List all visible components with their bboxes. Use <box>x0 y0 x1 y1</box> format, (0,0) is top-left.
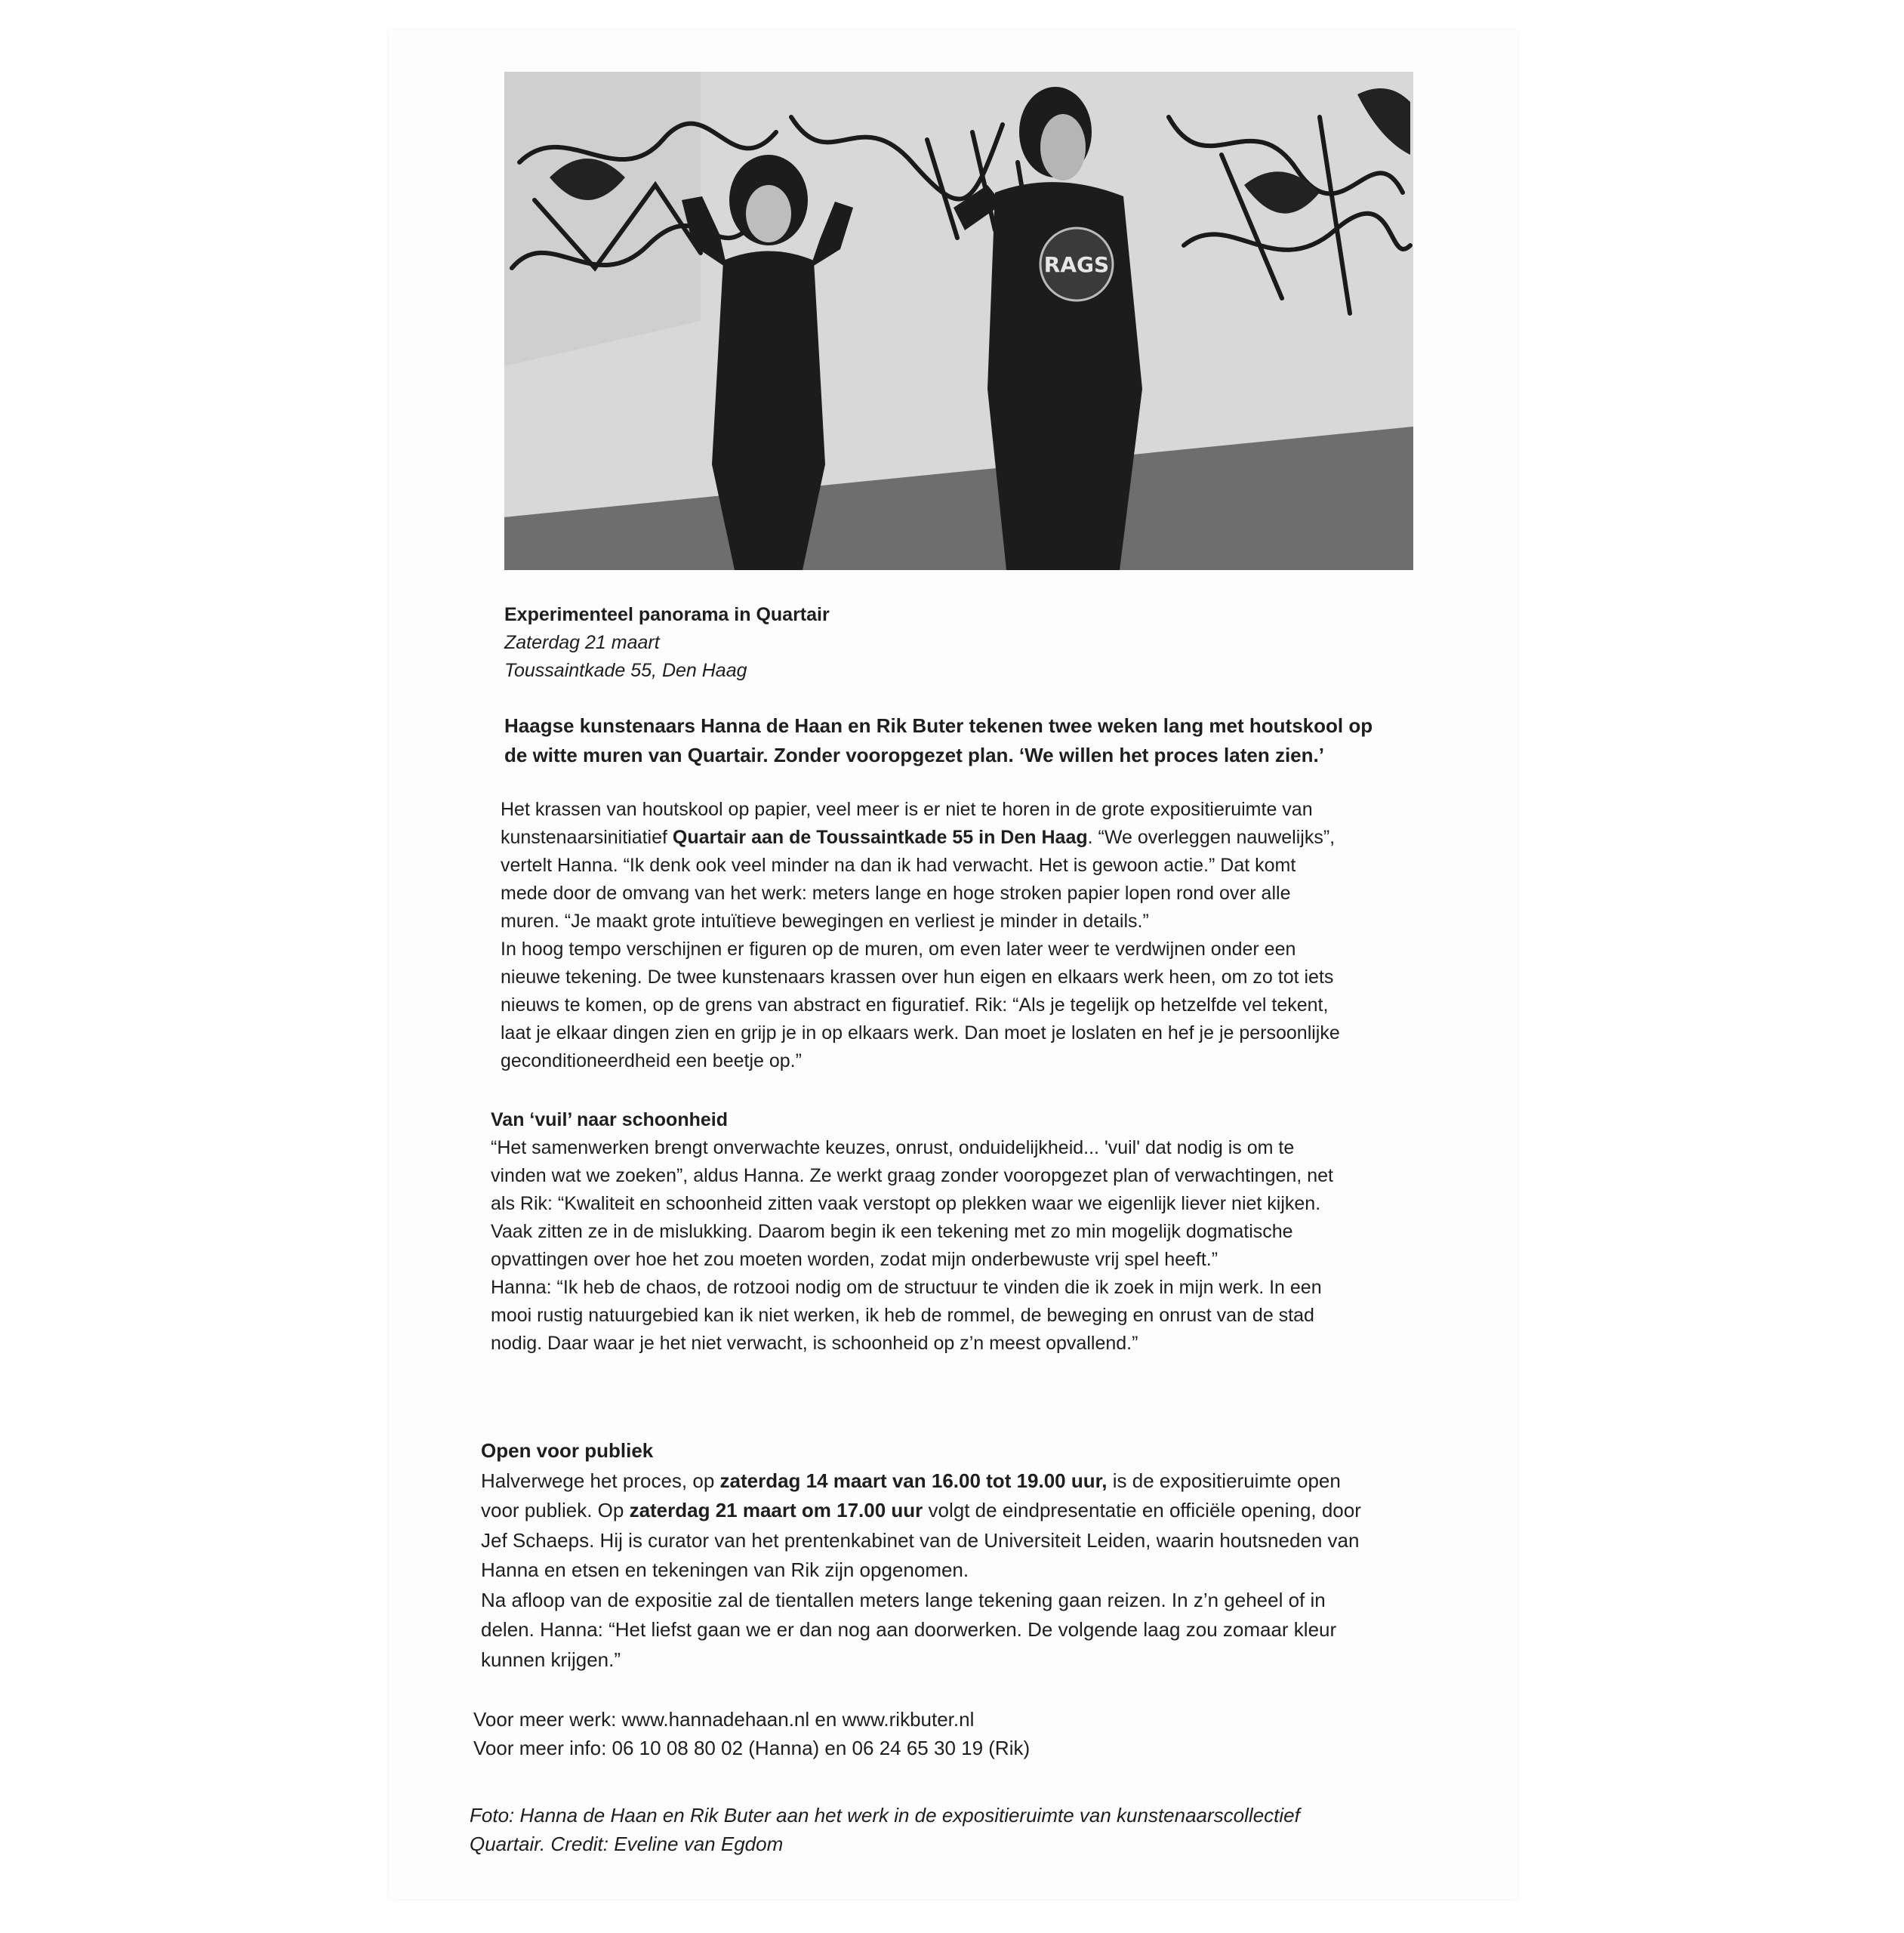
date-highlight: zaterdag 14 maart van 16.00 tot 19.00 uur, <box>719 1469 1108 1492</box>
body-line: nieuwe tekening. De twee kunstenaars krassen over hun eigen en elkaars werk heen, om zo tot iets <box>501 966 1334 988</box>
venue-highlight: Quartair aan de Toussaintkade 55 in Den Haag <box>672 827 1088 848</box>
section-van-vuil <box>491 1106 1502 1358</box>
body-line: kunnen krijgen.” <box>481 1648 621 1671</box>
body-line: Vaak zitten ze in de mislukking. Daarom begin ik een tekening met zo min mogelijk dogmatische <box>491 1221 1293 1242</box>
body-line: als Rik: “Kwaliteit en schoonheid zitten vaak verstopt op plekken waar we eigenlijk liever niet kijken. <box>491 1193 1321 1214</box>
body-line: opvattingen over hoe het zou moeten worden, zodat mijn onderbewuste vrij spel heeft.” <box>491 1249 1218 1270</box>
article-photo <box>504 72 1413 570</box>
body-line: mede door de omvang van het werk: meters lange en hoge stroken papier lopen rond over alle <box>501 883 1291 904</box>
contact-werk: Voor meer werk: www.hannadehaan.nl en www.rikbuter.nl <box>473 1708 975 1731</box>
body-line: vinden wat we zoeken”, aldus Hanna. Ze werkt graag zonder vooropgezet plan of verwachtingen, net <box>491 1165 1333 1186</box>
photo-caption <box>470 1801 1511 1858</box>
body-line: laat je elkaar dingen zien en grijp je in op elkaars werk. Dan moet je loslaten en hef je je persoonlijke <box>501 1022 1340 1044</box>
body-paragraph-1 <box>501 796 1505 1075</box>
lead-line: de witte muren van Quartair. Zonder vooropgezet plan. ‘We willen het proces laten zien.’ <box>504 744 1324 766</box>
lead-paragraph <box>504 711 1501 770</box>
body-line: Het krassen van houtskool op papier, veel meer is er niet te horen in de grote expositieruimte van <box>501 799 1313 820</box>
section-open-voor-publiek <box>481 1436 1508 1675</box>
photo-illustration <box>504 72 1413 570</box>
event-address: Toussaintkade 55, Den Haag <box>504 660 747 681</box>
caption-line: Quartair. Credit: Eveline van Egdom <box>470 1833 784 1855</box>
body-line: geconditioneerdheid een beetje op.” <box>501 1050 802 1071</box>
caption-line: Foto: Hanna de Haan en Rik Buter aan het werk in de expositieruimte van kunstenaarscollectief <box>470 1804 1300 1827</box>
body-line: voor publiek. Op zaterdag 21 maart om 17.00 uur volgt de eindpresentatie en officiële opening, door <box>481 1499 1361 1521</box>
event-date: Zaterdag 21 maart <box>504 632 660 653</box>
body-line: delen. Hanna: “Het liefst gaan we er dan nog aan doorwerken. De volgende laag zou zomaar kleur <box>481 1618 1337 1641</box>
body-line: vertelt Hanna. “Ik denk ook veel minder na dan ik had verwacht. Het is gewoon actie.” Dat komt <box>501 855 1296 876</box>
section-heading: Open voor publiek <box>481 1439 654 1462</box>
body-line: Hanna: “Ik heb de chaos, de rotzooi nodig om de structuur te vinden die ik zoek in mijn werk. In een <box>491 1277 1322 1298</box>
body-line: Hanna en etsen en tekeningen van Rik zijn opgenomen. <box>481 1558 969 1581</box>
contact-info <box>473 1705 1500 1762</box>
body-line: muren. “Je maakt grote intuïtieve bewegingen en verliest je minder in details.” <box>501 911 1149 932</box>
body-line: Na afloop van de expositie zal de tientallen meters lange tekening gaan reizen. In z’n geheel of in <box>481 1588 1326 1611</box>
body-line: mooi rustig natuurgebied kan ik niet werken, ik heb de rommel, de beweging en onrust van de stad <box>491 1305 1314 1326</box>
section-heading: Van ‘vuil’ naar schoonheid <box>491 1109 728 1130</box>
event-header <box>504 601 1486 685</box>
body-line: Halverwege het proces, op zaterdag 14 maart van 16.00 tot 19.00 uur, is de expositieruimte open <box>481 1469 1341 1492</box>
body-line: Jef Schaeps. Hij is curator van het prentenkabinet van de Universiteit Leiden, waarin houtsneden van <box>481 1528 1360 1552</box>
contact-info-phone: Voor meer info: 06 10 08 80 02 (Hanna) en 06 24 65 30 19 (Rik) <box>473 1737 1031 1759</box>
lead-line: Haagse kunstenaars Hanna de Haan en Rik Buter tekenen twee weken lang met houtskool op <box>504 714 1373 737</box>
date-highlight: zaterdag 21 maart om 17.00 uur <box>629 1499 923 1521</box>
body-line: nodig. Daar waar je het niet verwacht, is schoonheid op z’n meest opvallend.” <box>491 1333 1138 1354</box>
event-title: Experimenteel panorama in Quartair <box>504 604 830 625</box>
body-line: “Het samenwerken brengt onverwachte keuzes, onrust, onduidelijkheid... 'vuil' dat nodig is om te <box>491 1137 1295 1158</box>
body-line: nieuws te komen, op de grens van abstract en figuratief. Rik: “Als je tegelijk op hetzelfde vel tekent, <box>501 994 1329 1016</box>
body-line: In hoog tempo verschijnen er figuren op de muren, om even later weer te verdwijnen onder een <box>501 939 1296 960</box>
body-line: kunstenaarsinitiatief Quartair aan de Toussaintkade 55 in Den Haag. “We overleggen nauwelijks”, <box>501 827 1336 848</box>
shirt-logo-text: RAGS <box>1043 252 1110 277</box>
